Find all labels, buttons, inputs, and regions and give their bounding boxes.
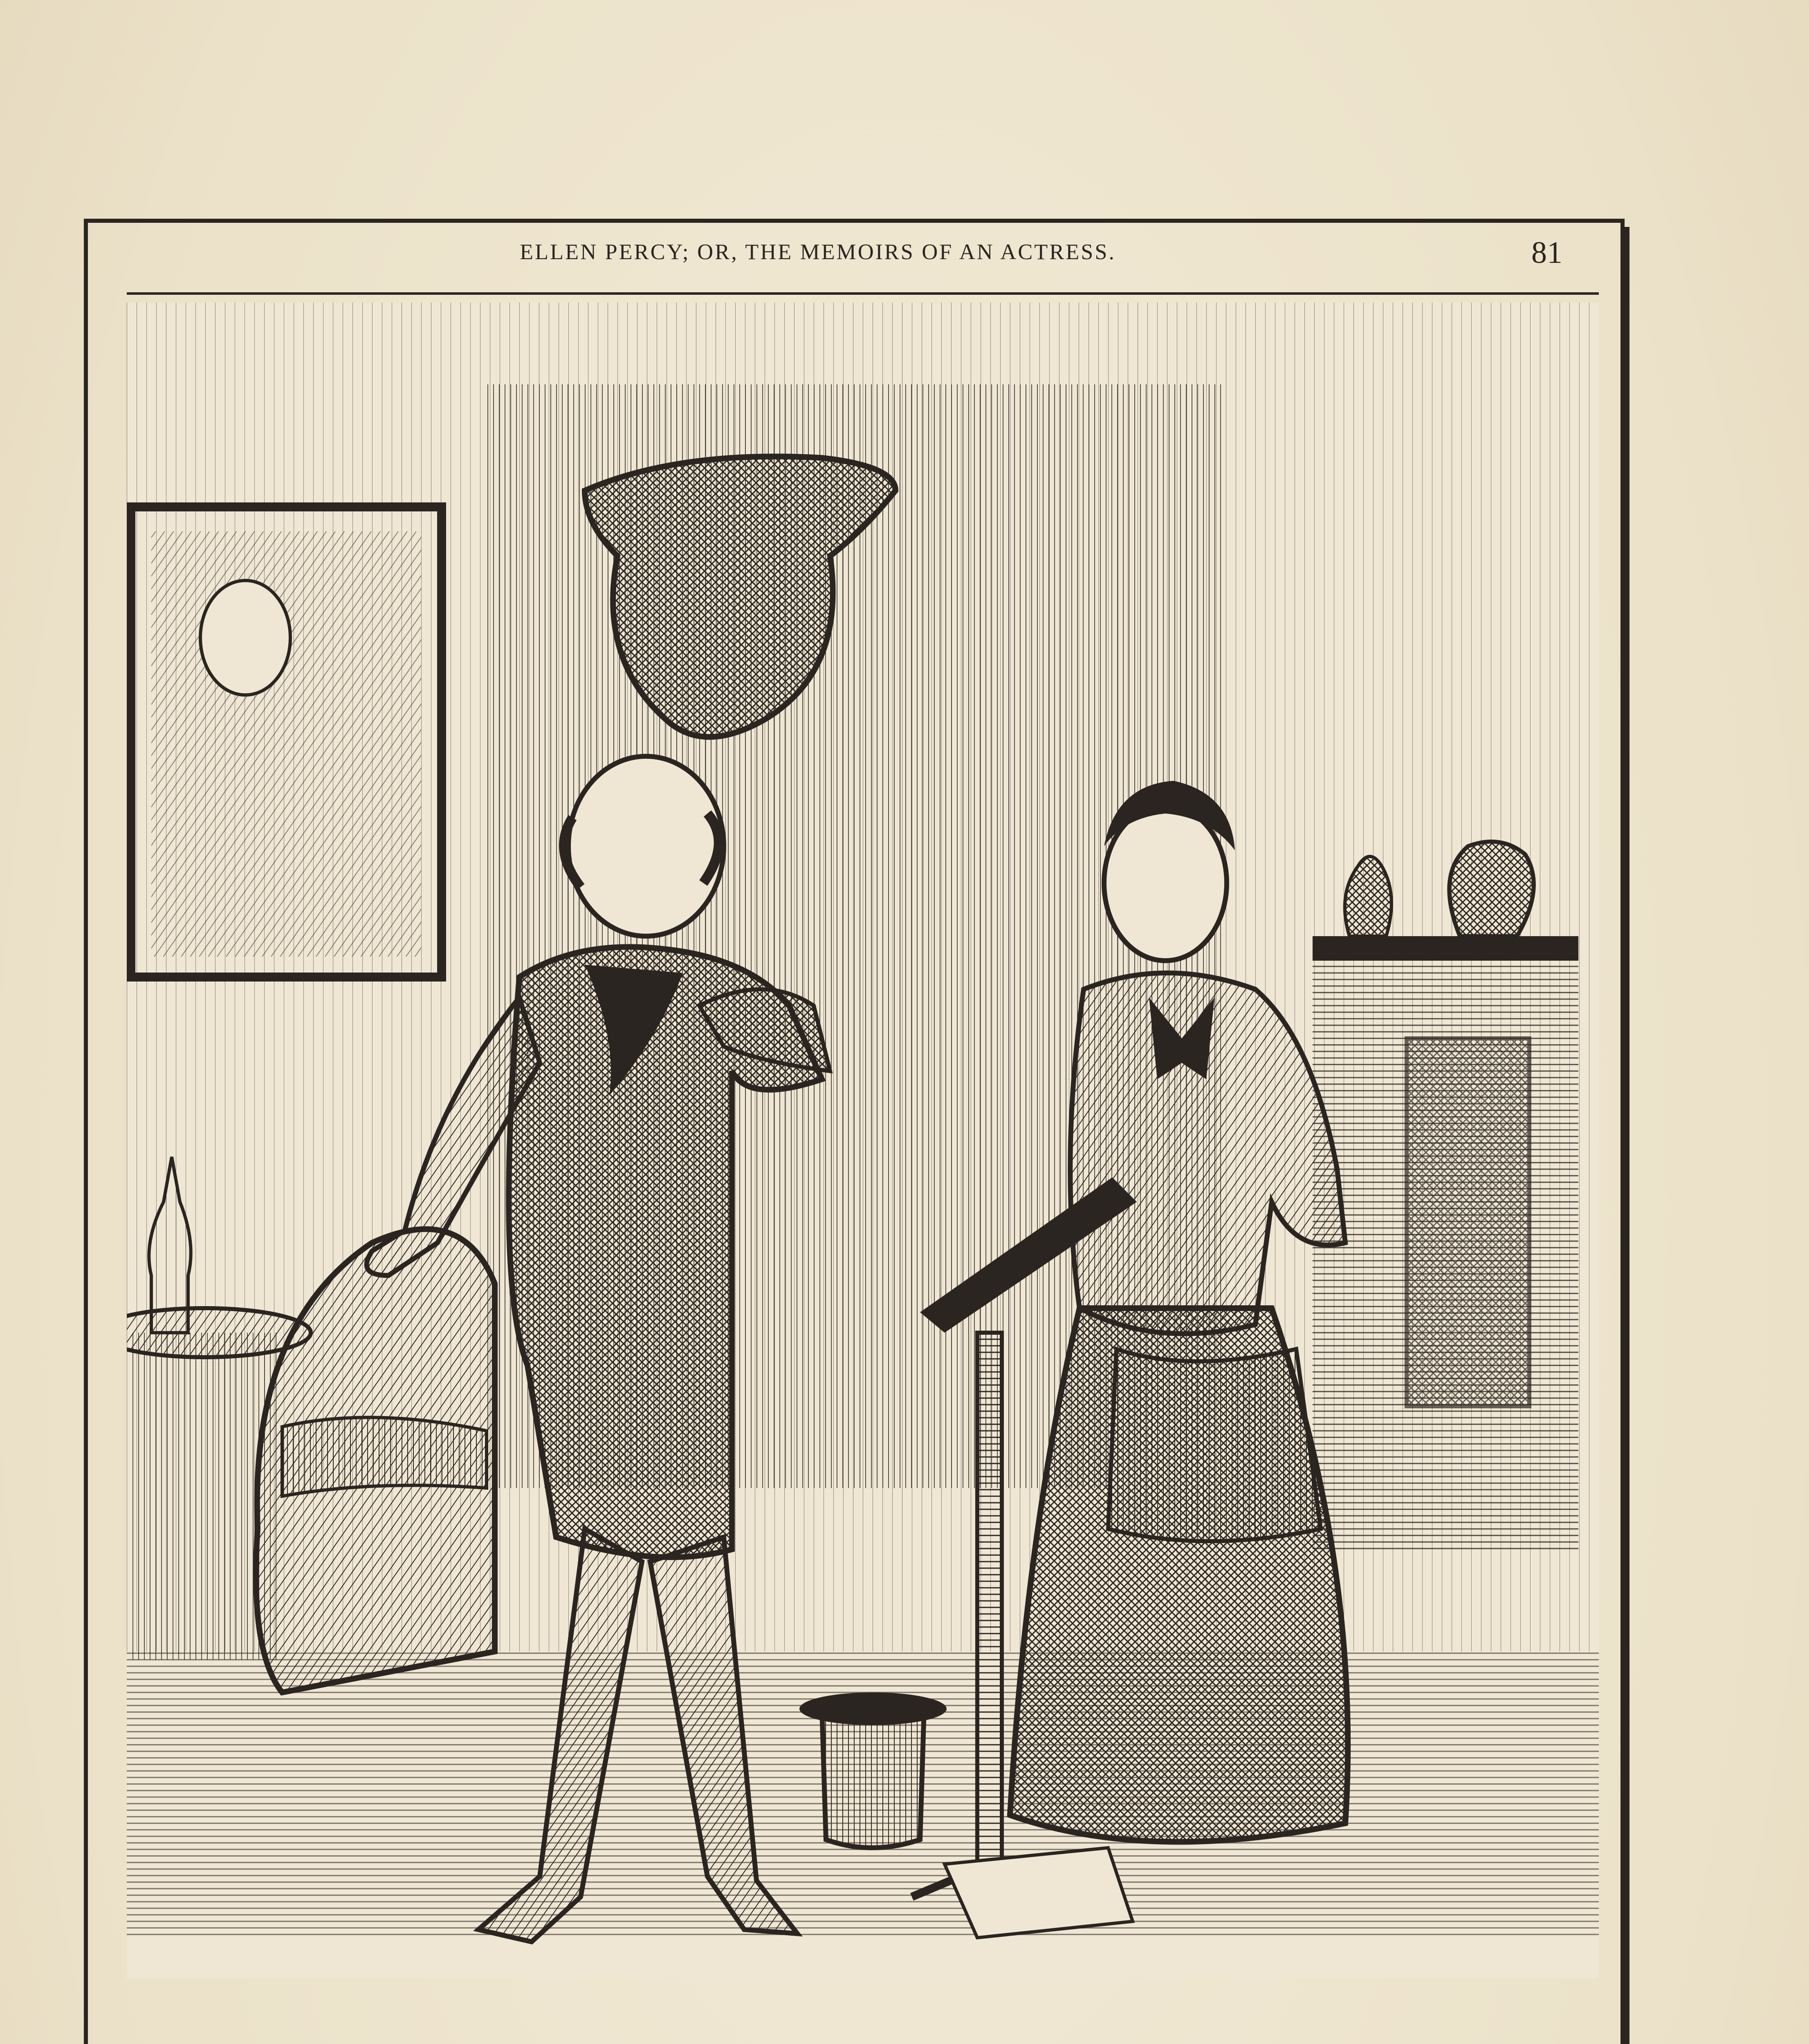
running-title: ELLEN PERCY; OR, THE MEMOIRS OF AN ACTRESS. [520, 240, 1116, 264]
frame-shadow-right [1625, 227, 1629, 2044]
page-number: 81 [1531, 235, 1562, 270]
engraving-illustration [127, 303, 1599, 1979]
engraving-man-and-woman-icon [127, 303, 1599, 1979]
header-rule [127, 292, 1599, 295]
